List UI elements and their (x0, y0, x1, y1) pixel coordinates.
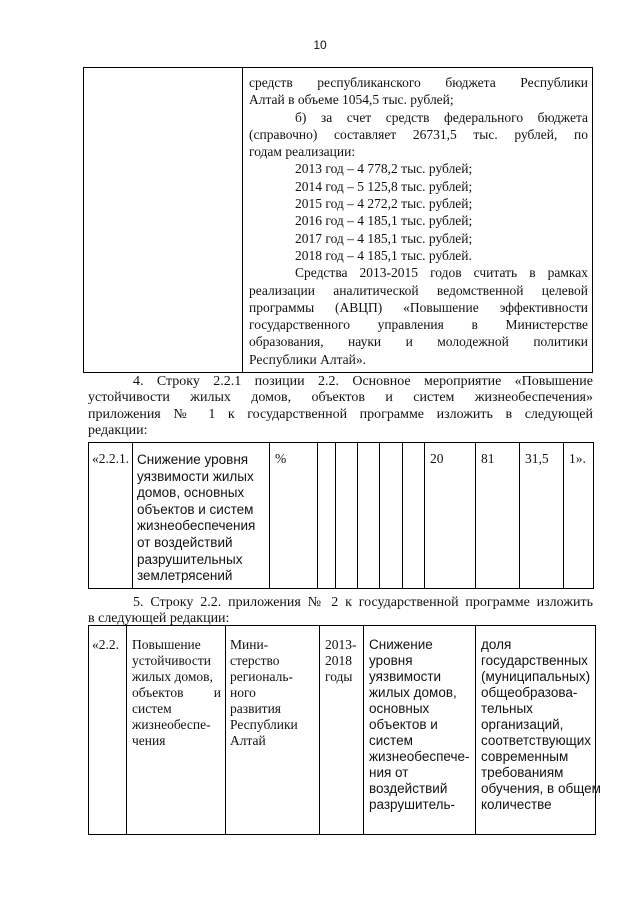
text-line: основных (369, 701, 430, 716)
table-column-divider (519, 443, 520, 588)
text-line: 2018 год – 4 185,1 тыс. рублей. (295, 247, 472, 263)
text-line: 2016 год – 4 185,1 тыс. рублей; (295, 213, 473, 229)
text-line: общеобразова- (481, 685, 578, 700)
table-column-divider (132, 443, 133, 588)
text-line: приложения № 1 к государственной программе изложить в следующей (88, 406, 593, 422)
table-column-divider (424, 443, 425, 588)
unit-cell: % (275, 451, 287, 466)
text-line: 5. Строку 2.2. приложения № 2 к государственной программе изложить (133, 595, 593, 610)
text-line: (муниципальных) (481, 669, 591, 684)
program-table (88, 625, 601, 835)
table-column-divider (225, 626, 226, 834)
text-line: 2013 год – 4 778,2 тыс. рублей; (295, 161, 473, 177)
text-line: соответствующих (481, 733, 591, 748)
value-cell: 81 (481, 451, 495, 466)
table-column-divider (402, 443, 403, 588)
table-column-divider (563, 443, 564, 588)
paragraph-4 (88, 374, 593, 439)
table-column-divider (379, 443, 380, 588)
text-line: Повышение (132, 637, 201, 652)
text-line: уровня (369, 653, 413, 668)
text-line: обучения, в общем (481, 781, 601, 796)
text-line: жизнеобеспечения (137, 518, 256, 534)
value-cell: 20 (430, 451, 444, 466)
text-line: годы (325, 669, 353, 684)
text-line: разрушитель- (369, 797, 456, 812)
text-line: устойчивости жилых домов, объектов и систем жизнеобеспечения» (88, 390, 593, 406)
table-column-divider (126, 626, 127, 834)
text-line: годам реализации: (249, 144, 356, 160)
text-line: Мини- (230, 637, 269, 652)
text-line: воздействий (369, 781, 448, 796)
text-line: средств республиканского бюджета Республики (249, 75, 588, 90)
text-line: программы (АВЦП) «Повышение эффективности (249, 299, 588, 315)
text-line: объектов и (369, 717, 438, 732)
indicator-name (137, 452, 255, 585)
text-line: устойчивости (132, 653, 211, 668)
table-column-divider (363, 626, 364, 834)
text-line: региональ- (230, 669, 293, 684)
text-line: современным (481, 749, 569, 764)
text-line: домов, основных (137, 485, 245, 501)
text-line: образования, науки и молодежной политики (249, 334, 588, 350)
text-line: стерство (230, 653, 280, 668)
text-line: количестве (481, 797, 552, 812)
text-line: объектов и (132, 685, 221, 700)
expected-result (369, 637, 469, 813)
text-line: чения (132, 733, 166, 748)
text-line: ния от (369, 765, 409, 780)
table-column-divider (242, 68, 243, 372)
text-line: Республики Алтай». (249, 351, 366, 367)
funding-text-cell (249, 74, 588, 368)
text-line: требованиям (481, 765, 564, 780)
text-line: систем (369, 733, 413, 748)
text-line: государственного управления в Министерстве (249, 317, 588, 333)
paragraph-5 (88, 595, 593, 628)
text-line: развития (230, 701, 282, 716)
text-line: б) за счет средств федерального бюджета (295, 109, 588, 125)
table-column-divider (269, 443, 270, 588)
implementation-period (325, 637, 357, 685)
text-line: в следующей редакции: (88, 611, 230, 627)
text-line: жизнеобеспече- (369, 749, 470, 764)
page-number: 10 (313, 38, 327, 52)
text-line: объектов и систем (137, 501, 254, 517)
text-line: реализации аналитической ведомственной целевой (249, 282, 588, 298)
text-line: 2015 год – 4 272,2 тыс. рублей; (295, 196, 473, 212)
text-line: систем (132, 701, 172, 716)
funding-table (83, 67, 593, 373)
text-line: тельных (481, 701, 533, 716)
text-line: уязвимости (369, 669, 442, 684)
text-line: организаций, (481, 717, 564, 732)
text-line: жизнеобеспе- (132, 717, 211, 732)
text-line: 2017 год – 4 185,1 тыс. рублей; (295, 230, 473, 246)
text-line: Снижение (369, 637, 433, 652)
table-column-divider (475, 626, 476, 834)
value-cell: 1». (569, 451, 586, 466)
text-line: Республики (230, 717, 298, 732)
value-cell: 31,5 (525, 451, 549, 466)
text-line: ного (230, 685, 256, 700)
responsible-executor (230, 637, 298, 749)
text-line: уязвимости жилых (137, 468, 254, 484)
text-line: землетрясений (137, 568, 233, 584)
indicator-table (88, 442, 594, 589)
text-line: жилых домов, (132, 669, 213, 684)
text-line: редакции: (88, 422, 148, 438)
text-line: Алтай в объеме 1054,5 тыс. рублей; (249, 92, 454, 108)
text-line: Средства 2013-2015 годов считать в рамках (295, 265, 588, 281)
table-column-divider (357, 443, 358, 588)
text-line: 2014 год – 5 125,8 тыс. рублей; (295, 178, 473, 194)
text-line: жилых домов, (369, 685, 457, 700)
text-line: государственных (481, 653, 588, 668)
event-name (132, 637, 221, 749)
text-line: разрушительных (137, 551, 243, 567)
table-column-divider (475, 443, 476, 588)
text-line: 2018 (325, 653, 352, 668)
text-line: Снижение уровня (137, 452, 249, 467)
text-line: от воздействий (137, 534, 233, 550)
text-line: 4. Строку 2.2.1 позиции 2.2. Основное мероприятие «Повышение (133, 374, 593, 389)
text-line: 2013- (325, 637, 357, 652)
table-column-divider (319, 626, 320, 834)
table-column-divider (335, 443, 336, 588)
table-column-divider (317, 443, 318, 588)
row-code: «2.2.1. (92, 451, 130, 466)
text-line: Алтай (230, 733, 266, 748)
target-indicator (481, 637, 601, 813)
text-line: (справочно) составляет 26731,5 тыс. рублей, по (249, 126, 588, 142)
text-line: доля (481, 637, 512, 652)
row-code: «2.2. (92, 637, 119, 652)
